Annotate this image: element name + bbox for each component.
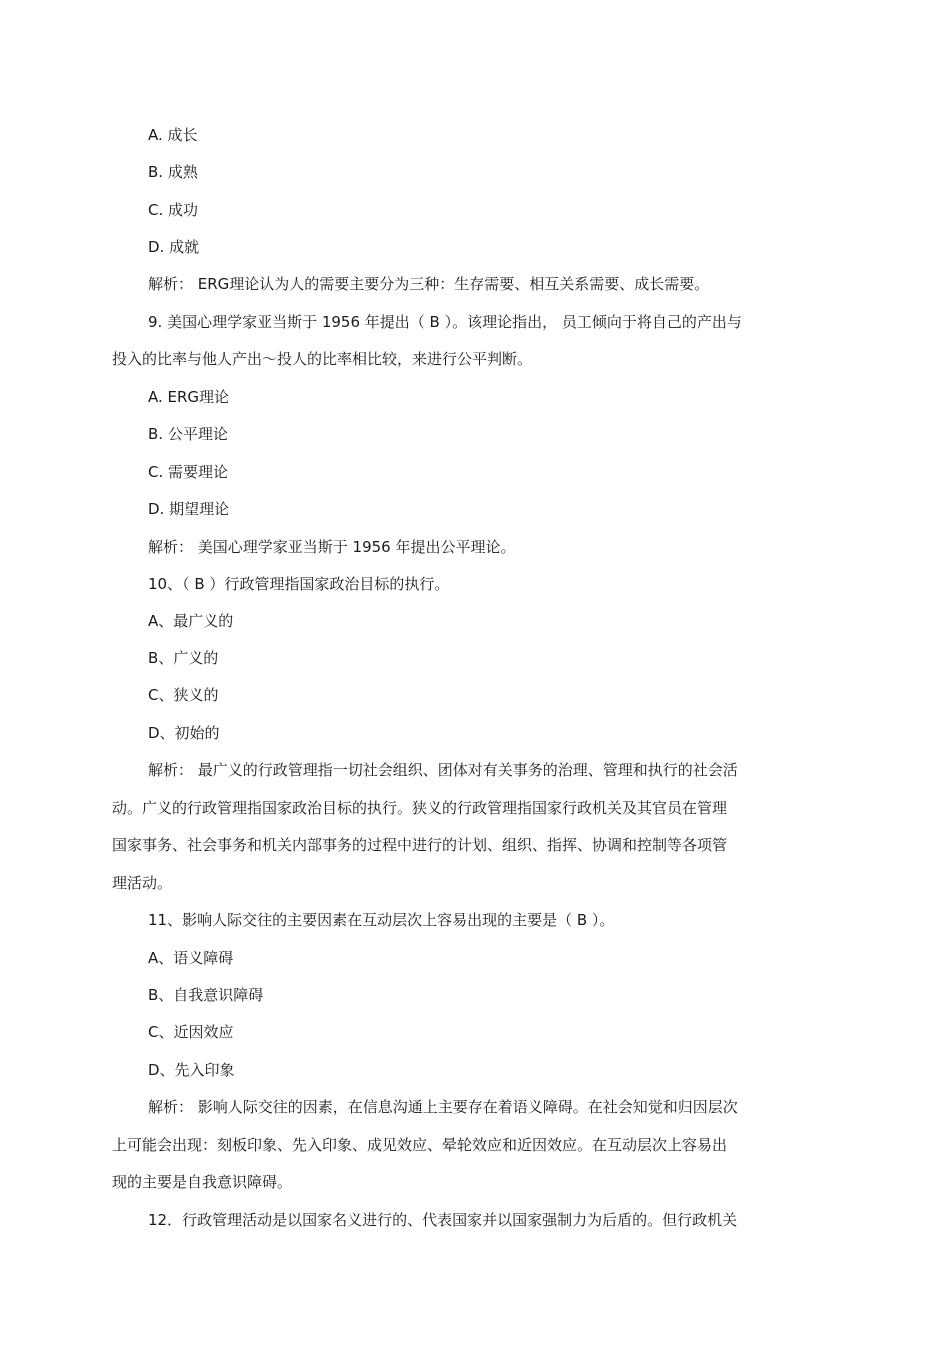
analysis-11-cont: 现的主要是自我意识障碍。 — [112, 1173, 293, 1191]
question-9-cont: 投入的比率与他人产出～投人的比率相比较，来进行公平判断。 — [112, 350, 533, 368]
option-a: A、语义障碍 — [148, 949, 234, 967]
analysis-9: 解析： 美国心理学家亚当斯于 1956 年提出公平理论。 — [148, 538, 516, 556]
analysis-11: 解析： 影响人际交往的因素，在信息沟通上主要存在着语义障碍。在社会知觉和归因层次 — [148, 1098, 738, 1116]
option-c: C. 成功 — [148, 201, 199, 219]
question-9: 9. 美国心理学家亚当斯于 1956 年提出（ B ）。该理论指出， 员工倾向于将自己的产出与 — [148, 313, 742, 331]
analysis-10-cont: 国家事务、社会事务和机关内部事务的过程中进行的计划、组织、指挥、协调和控制等各项管 — [112, 836, 728, 854]
option-a: A. ERG理论 — [148, 388, 230, 406]
analysis-10-cont: 动。广义的行政管理指国家政治目标的执行。狭义的行政管理指国家行政机关及其官员在管理 — [112, 799, 728, 817]
option-b: B. 公平理论 — [148, 425, 228, 443]
question-11: 11、影响人际交往的主要因素在互动层次上容易出现的主要是（ B ）。 — [148, 911, 615, 929]
option-d: D. 期望理论 — [148, 500, 230, 518]
option-c: C. 需要理论 — [148, 463, 229, 481]
option-a: A. 成长 — [148, 126, 198, 144]
option-d: D、初始的 — [148, 724, 220, 742]
option-b: B、自我意识障碍 — [148, 986, 264, 1004]
option-c: C、近因效应 — [148, 1023, 234, 1041]
option-b: B. 成熟 — [148, 163, 198, 181]
analysis-10: 解析： 最广义的行政管理指一切社会组织、团体对有关事务的治理、管理和执行的社会活 — [148, 761, 738, 779]
option-a: A、最广义的 — [148, 612, 234, 630]
option-d: D、先入印象 — [148, 1061, 235, 1079]
option-d: D. 成就 — [148, 238, 200, 256]
question-12: 12．行政管理活动是以国家名义进行的、代表国家并以国家强制力为后盾的。但行政机关 — [148, 1211, 738, 1229]
option-c: C、狭义的 — [148, 686, 219, 704]
option-b: B、广义的 — [148, 649, 219, 667]
analysis-11-cont: 上可能会出现：刻板印象、先入印象、成见效应、晕轮效应和近因效应。在互动层次上容易出 — [112, 1136, 728, 1154]
question-10: 10、（ B ）行政管理指国家政治目标的执行。 — [148, 575, 450, 593]
analysis-10-cont: 理活动。 — [112, 874, 173, 892]
analysis-8: 解析： ERG理论认为人的需要主要分为三种：生存需要、相互关系需要、成长需要。 — [148, 275, 710, 293]
